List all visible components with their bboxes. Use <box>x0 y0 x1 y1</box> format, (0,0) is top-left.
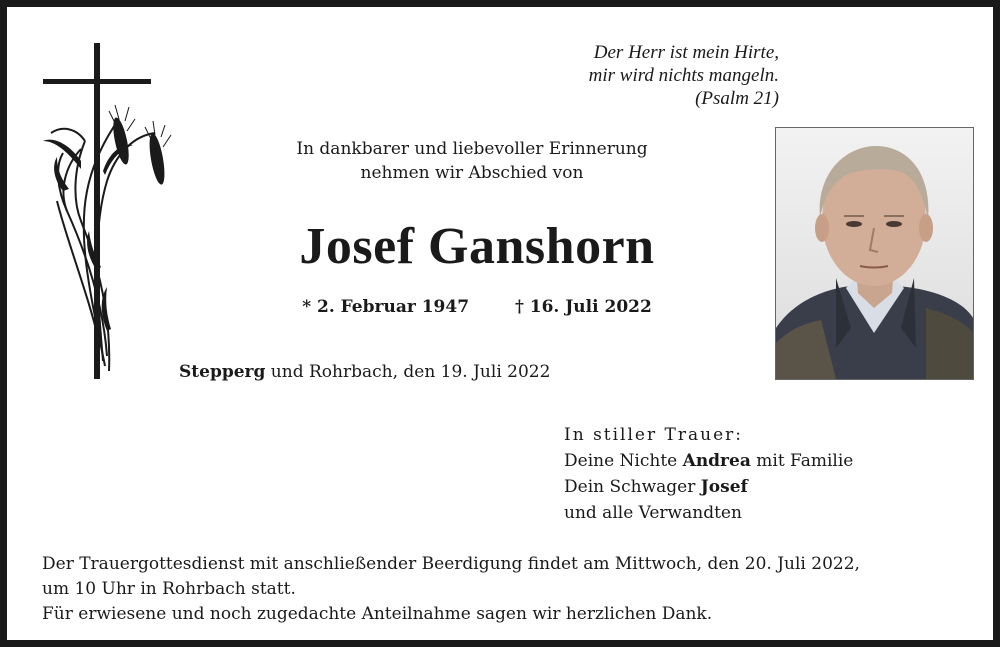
service-info <box>42 552 982 627</box>
intro-line-2: nehmen wir Abschied von <box>360 163 584 183</box>
place-rest: und Rohrbach, den 19. Juli 2022 <box>265 362 551 382</box>
psalm-line-2: mir wird nichts mangeln. <box>588 65 779 86</box>
life-dates <box>247 296 707 318</box>
intro-text <box>247 137 697 185</box>
psalm-line-1: Der Herr ist mein Hirte, <box>593 42 779 63</box>
psalm-quote <box>507 41 779 110</box>
birth-date: * 2. Februar 1947 <box>302 297 470 317</box>
mourner-suffix: mit Familie <box>750 451 854 471</box>
mourner-name: Josef <box>700 477 748 497</box>
deceased-name: Josef Ganshorn <box>299 218 655 275</box>
place-town: Stepperg <box>179 362 266 382</box>
service-line-1: Der Trauergottesdienst mit anschließender Beerdigung findet am Mittwoch, den 20. Juli 2022, <box>42 554 860 574</box>
mourner-relation: Deine Nichte <box>564 451 683 471</box>
service-line-2: um 10 Uhr in Rohrbach statt. <box>42 579 296 599</box>
mourner-line-3: und alle Verwandten <box>564 503 742 523</box>
intro-line-1: In dankbarer und liebevoller Erinnerung <box>296 139 648 159</box>
mourners-heading: In stiller Trauer: <box>564 425 743 445</box>
death-date: † 16. Juli 2022 <box>514 297 652 317</box>
psalm-reference: (Psalm 21) <box>695 88 779 109</box>
mourner-name: Andrea <box>682 451 751 471</box>
mourners-list <box>564 422 984 526</box>
portrait-photo <box>775 127 974 380</box>
cross-with-wheat-icon <box>37 41 177 381</box>
mourner-line-2 <box>564 474 984 500</box>
place-and-date <box>179 361 619 383</box>
mourner-relation: Dein Schwager <box>564 477 701 497</box>
thanks-line: Für erwiesene und noch zugedachte Anteilnahme sagen wir herzlichen Dank. <box>42 604 713 624</box>
mourner-line-1 <box>564 448 984 474</box>
